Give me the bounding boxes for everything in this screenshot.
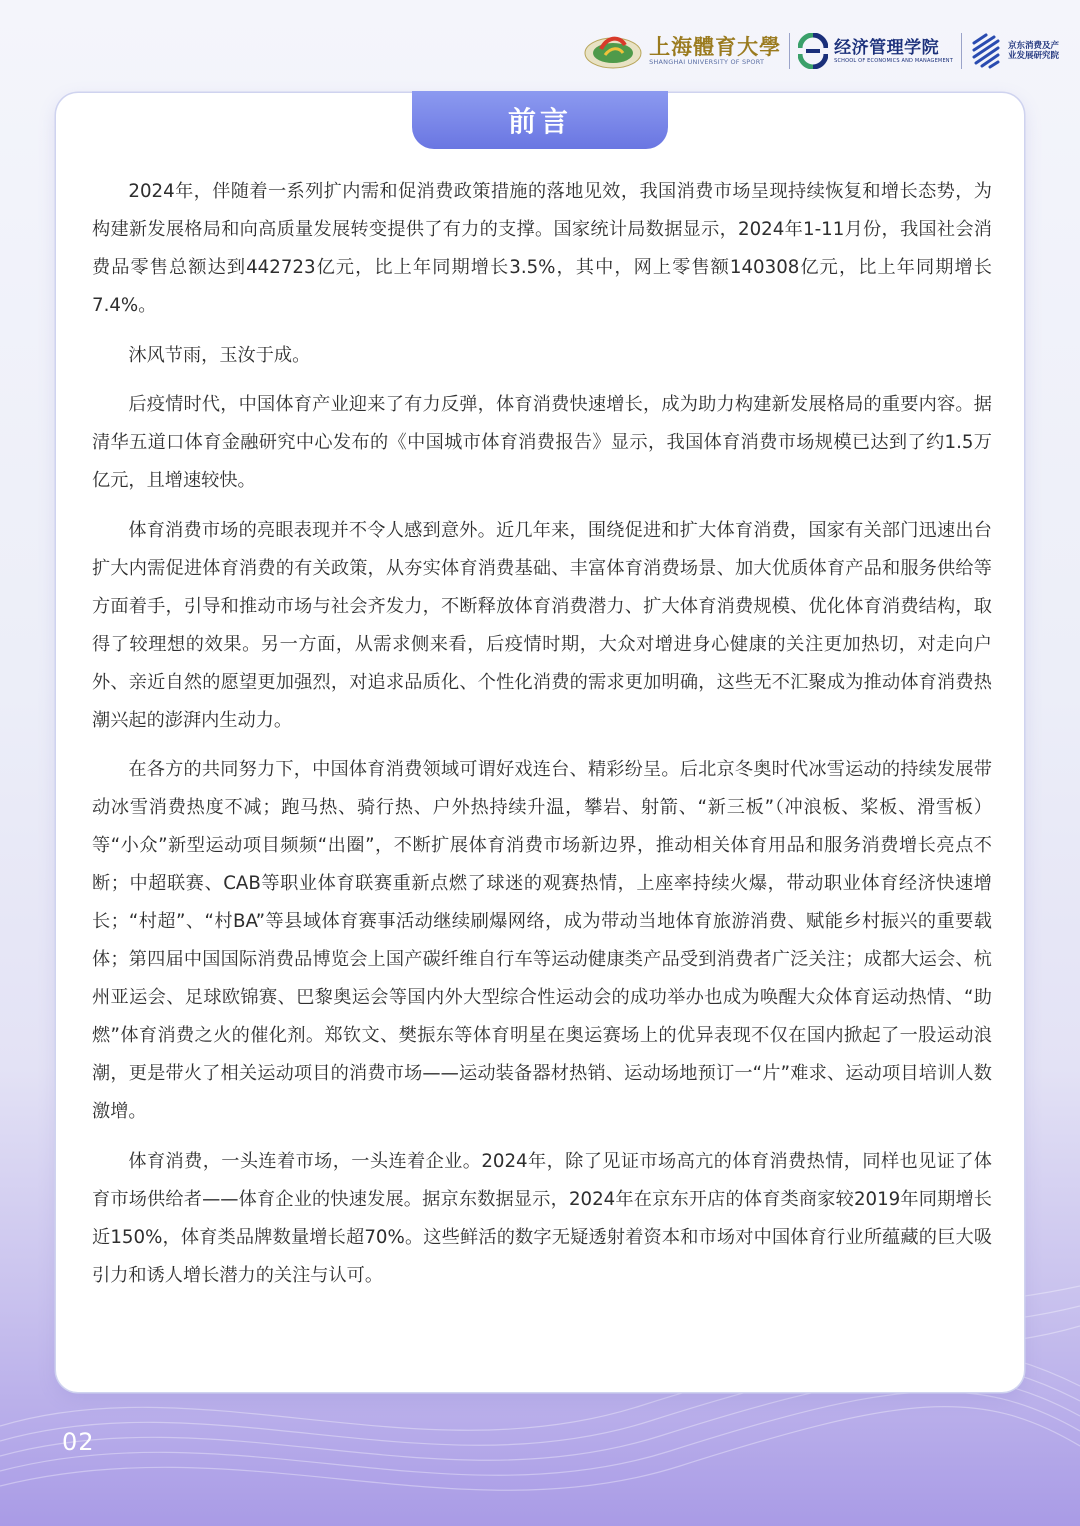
paragraph: 体育消费，一头连着市场，一头连着企业。2024年，除了见证市场高亢的体育消费热情，同样也见证了体育市场供给者——体育企业的快速发展。据京东数据显示，2024年在京东开店的体育类商家较2019年同期增长近150%，体育类品牌数量增长超70%。这些鲜活的数字无疑透射着资本和市场对中国体育行业所蕴藏的巨大吸引力和诱人增长潜力的关注与认可。 [92,1150,992,1286]
sus-name-cn: 上海體育大學 [649,34,782,59]
jd-logo [970,33,1060,69]
paragraph: 2024年，伴随着一系列扩内需和促消费政策措施的落地见效，我国消费市场呈现持续恢复和增长态势，为构建新发展格局和向高质量发展转变提供了有力的支撑。国家统计局数据显示，2024年1-11月份，我国社会消费品零售总额达到442723亿元，比上年同期增长3.5%，其中，网上零售额140308亿元，比上年同期增长7.4%。 [92,181,992,316]
jd-name: 京东消费及产业发展研究院 [1008,41,1060,61]
content-card [56,93,1024,1392]
sus-logo [583,31,781,71]
paragraph: 体育消费市场的亮眼表现并不令人感到意外。近几年来，围绕促进和扩大体育消费，国家有关部门迅速出台扩大内需促进体育消费的有关政策，从夯实体育消费基础、丰富体育消费场景、加大优质体育产品和服务供给等方面着手，引导和推动市场与社会齐发力，不断释放体育消费潜力、扩大体育消费规模、优化体育消费结构，取得了较理想的效果。另一方面，从需求侧来看，后疫情时期，大众对增进身心健康的关注更加热切，对走向户外、亲近自然的愿望更加强烈，对追求品质化、个性化消费的需求更加明确，这些无不汇聚成为推动体育消费热潮兴起的澎湃内生动力。 [92,519,992,731]
sus-name-en: SHANGHAI UNIVERSITY OF SPORT [649,58,765,66]
logo-divider [961,33,962,69]
page-number: 02 [62,1428,95,1456]
page-title: 前言 [507,105,572,138]
preface-body [92,173,992,1306]
logo-divider [789,33,790,69]
sem-logo [798,33,953,69]
sem-name-cn: 经济管理学院 [834,38,940,58]
jd-stripes-icon [970,33,1002,69]
sem-emblem-icon [798,33,828,69]
paragraph: 后疫情时代，中国体育产业迎来了有力反弹，体育消费快速增长，成为助力构建新发展格局的重要内容。据清华五道口体育金融研究中心发布的《中国城市体育消费报告》显示，我国体育消费市场规模已达到了约1.5万亿元，且增速较快。 [92,394,992,491]
sem-name-en: SCHOOL OF ECONOMICS AND MANAGEMENT [834,58,953,64]
paragraph: 在各方的共同努力下，中国体育消费领域可谓好戏连台、精彩纷呈。后北京冬奥时代冰雪运动的持续发展带动冰雪消费热度不减；跑马热、骑行热、户外热持续升温，攀岩、射箭、“新三板”（冲浪板、桨板、滑雪板）等“小众”新型运动项目频频“出圈”，不断扩展体育消费市场新边界，推动相关体育用品和服务消费增长亮点不断；中超联赛、CAB等职业体育联赛重新点燃了球迷的观赛热情，上座率持续火爆，带动职业体育经济快速增长；“村超”、“村BA”等县域体育赛事活动继续刷爆网络，成为带动当地体育旅游消费、赋能乡村振兴的重要载体；第四届中国国际消费品博览会上国产碳纤维自行车等运动健康类产品受到消费者广泛关注；成都大运会、杭州亚运会、足球欧锦赛、巴黎奥运会等国内外大型综合性运动会的成功举办也成为唤醒大众体育运动热情、“助燃”体育消费之火的催化剂。郑钦文、樊振东等体育明星在奥运赛场上的优异表现不仅在国内掀起了一股运动浪潮，更是带火了相关运动项目的消费市场——运动装备器材热销、运动场地预订一“片”难求、运动项目培训人数激增。 [92,759,992,1122]
sus-emblem-icon [583,31,643,71]
header-logos [583,26,1060,76]
paragraph: 沐风节雨，玉汝于成。 [128,344,311,366]
title-tab [412,91,668,149]
